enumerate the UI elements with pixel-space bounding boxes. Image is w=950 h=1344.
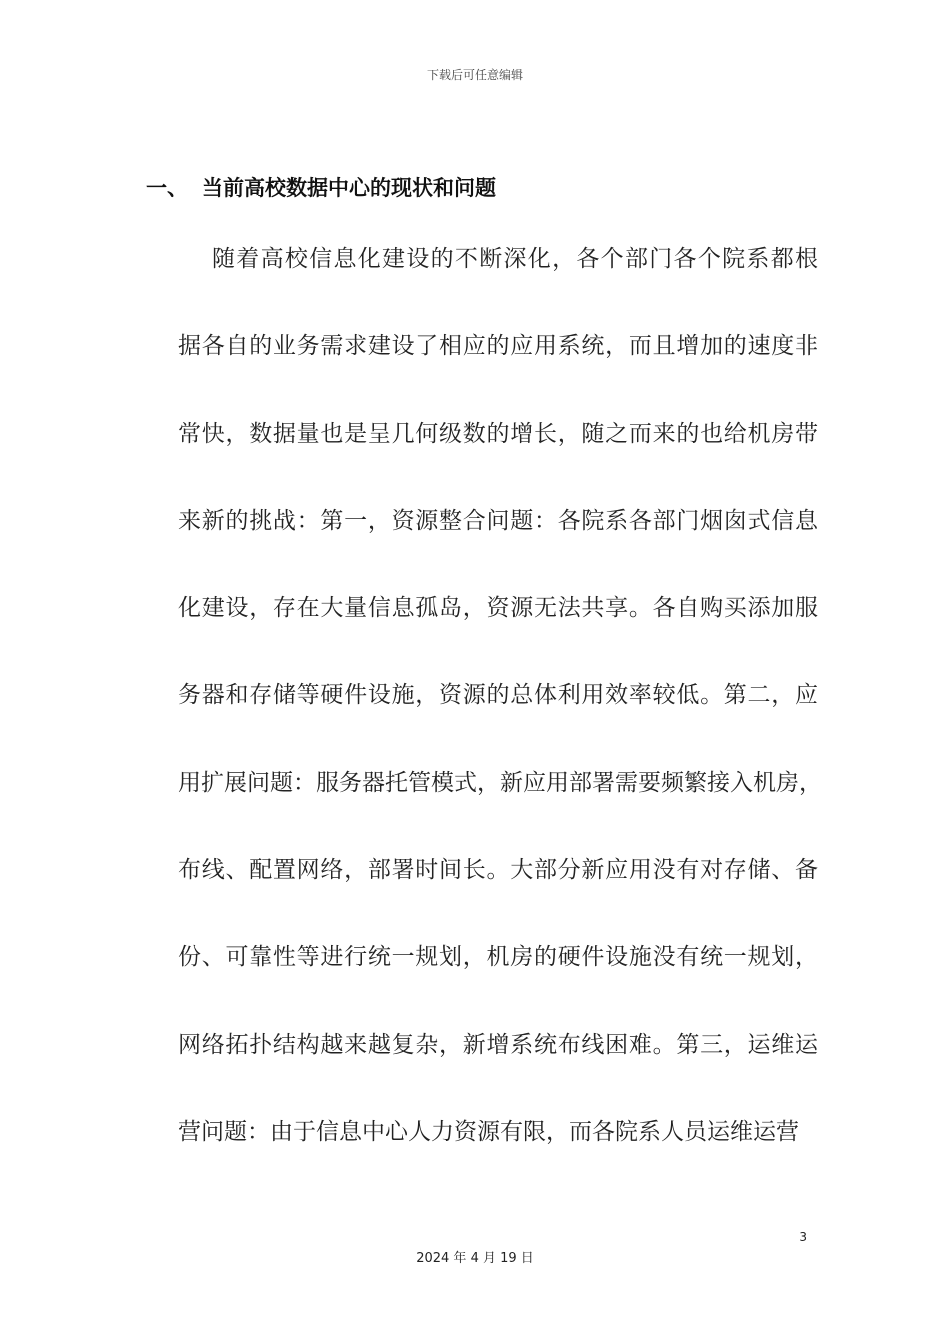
page-number: 3 [799,1230,807,1244]
paragraph-line: 用扩展问题：服务器托管模式，新应用部署需要频繁接入机房， [178,769,822,796]
paragraph-line: 来新的挑战：第一，资源整合问题：各院系各部门烟囱式信息 [178,507,818,534]
paragraph-line: 务器和存储等硬件设施，资源的总体利用效率较低。第二，应 [178,682,818,709]
paragraph-line: 随着高校信息化建设的不断深化，各个部门各个院系都根 [212,246,818,272]
section-heading [146,172,496,202]
section-title: 当前高校数据中心的现状和问题 [202,176,496,200]
paragraph-line: 据各自的业务需求建设了相应的应用系统，而且增加的速度非 [178,333,818,360]
header-note: 下载后可任意编辑 [426,68,523,82]
footer-date: 2024 年 4 月 19 日 [416,1251,534,1266]
paragraph-line: 布线、配置网络，部署时间长。大部分新应用没有对存储、备 [178,857,818,884]
section-number: 一、 [146,176,188,200]
body-paragraph [178,230,822,1190]
paragraph-line: 常快，数据量也是呈几何级数的增长，随之而来的也给机房带 [178,420,818,447]
paragraph-line: 营问题：由于信息中心人力资源有限，而各院系人员运维运营 [178,1118,799,1145]
paragraph-line: 网络拓扑结构越来越复杂，新增系统布线困难。第三，运维运 [178,1031,818,1058]
paragraph-line: 化建设，存在大量信息孤岛，资源无法共享。各自购买添加服 [178,595,818,622]
paragraph-line: 份、可靠性等进行统一规划，机房的硬件设施没有统一规划， [178,944,818,971]
